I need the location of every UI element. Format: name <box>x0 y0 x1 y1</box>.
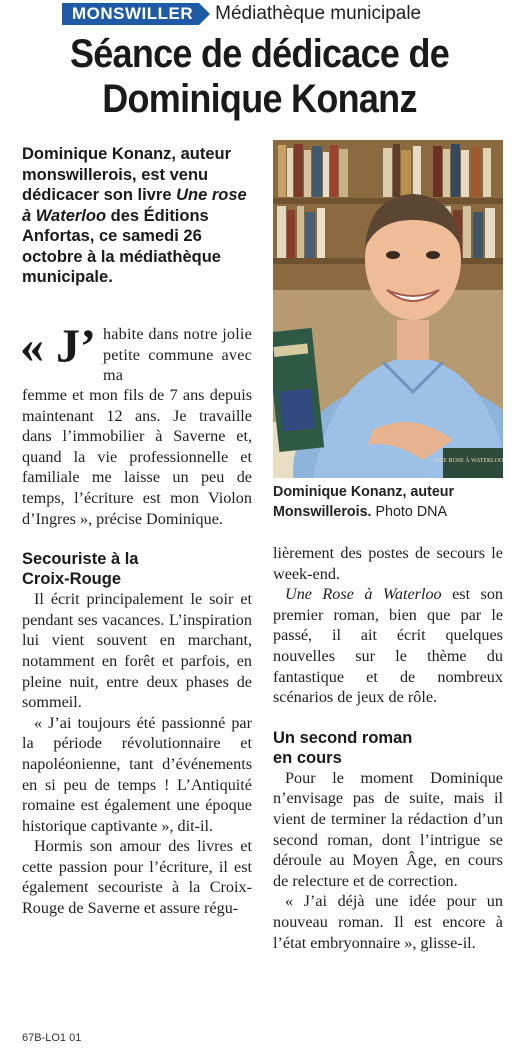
author-photo <box>273 140 503 478</box>
headline-line-1: Séance de dédicace de <box>69 32 450 76</box>
paragraph-1-rest: femme et mon fils de 7 ans depuis maintenant 12 ans. Je travaille dans l’immobilier à Saverne et, quand la vie professionnelle et familiale me laisse un peu de temps, l’écriture est mon Violon d’Ingres », précise Dominique. <box>22 386 252 528</box>
article-headline <box>26 32 493 122</box>
subhead-second-novel: Un second roman en cours <box>273 728 413 767</box>
paragraph-3: « J’ai toujours été passionné par la période révolutionnaire et napoléonienne, tant d’événements en si peu de temps ! L’Antiquité romaine est également une époque historique captivante », dit-il. <box>22 713 252 835</box>
subhead-secouriste: Secouriste à la Croix-Rouge <box>22 550 139 589</box>
photo-caption <box>273 482 513 522</box>
paragraph-5-text: est son premier roman, bien que par le passé, il ait écrit quelques nouvelles sur le thème du fantastique et de nombreux scénarios de jeux de rôle. <box>273 585 504 707</box>
paragraph-4-continued: lièrement des postes de secours le week-end. <box>273 544 503 583</box>
book-title-italic: Une Rose à Waterloo <box>285 585 442 604</box>
lead-book-title: Une rose à Waterloo <box>22 186 247 225</box>
page-reference: 67B-LO1 01 <box>22 1032 82 1044</box>
lead-text-after: des Éditions Anfortas, ce samedi 26 octobre à la médiathèque municipale. <box>22 206 221 286</box>
location-tag: MONSWILLER <box>62 3 199 25</box>
paragraph-7: « J’ai déjà une idée pour un nouveau roman. Il est encore à l’état embryonnaire », glisse-il. <box>273 892 503 952</box>
paragraph-1-start: habite dans notre jolie petite commune avec ma <box>103 325 252 385</box>
book-cover-title: UNE ROSE À WATERLOO <box>434 458 503 464</box>
photo-credit: Photo DNA <box>371 504 448 520</box>
lead-text-before: Dominique Konanz, auteur monswillerois, est venu dédicacer son livre <box>22 145 232 204</box>
paragraph-2: Il écrit principalement le soir et pendant ses vacances. L’inspiration lui vient souvent en marchant, notamment en forêt et parfois, en pleine nuit, entre deux phases de sommeil. <box>22 590 252 712</box>
headline-line-2: Dominique Konanz <box>102 77 417 121</box>
paragraph-4: Hormis son amour des livres et cette passion pour l’écriture, il est également secouriste à la Croix-Rouge de Saverne et assure régu- <box>22 837 252 918</box>
body-column-1 <box>22 385 252 919</box>
body-column-2 <box>273 543 503 953</box>
caption-text: Dominique Konanz, auteur Monswillerois. <box>273 484 455 520</box>
kicker <box>62 2 421 26</box>
drop-cap-quote: « J’ <box>20 320 96 373</box>
article-lead <box>22 144 256 288</box>
section-label: Médiathèque municipale <box>215 3 422 24</box>
body-first-lines <box>103 324 252 386</box>
paragraph-5 <box>273 584 503 708</box>
paragraph-6: Pour le moment Dominique n’envisage pas de suite, mais il vient de terminer la rédaction d’un second roman, dont l’intrigue se déroule au Moyen Âge, en cours de relecture et de correction. <box>273 768 503 890</box>
